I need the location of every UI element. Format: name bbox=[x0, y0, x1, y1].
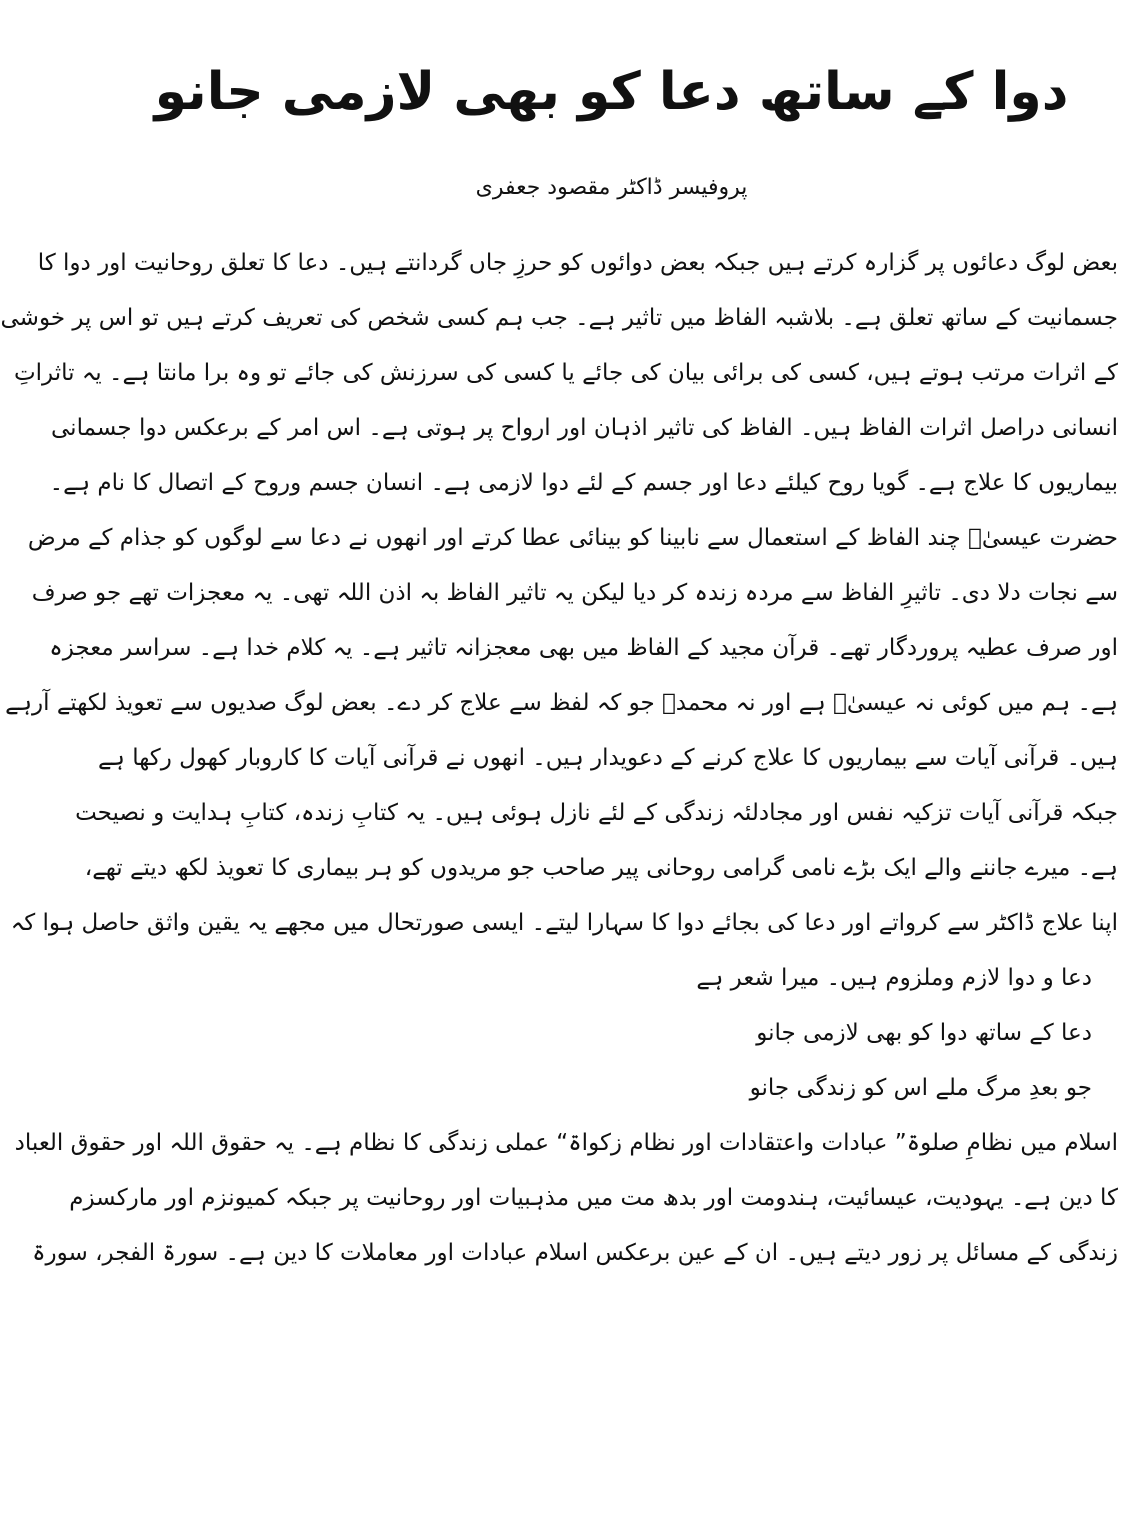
body-line: جسمانیت کے ساتھ تعلق ہے۔ بلاشبہ الفاظ میں تاثیر ہے۔ جب ہم کسی شخص کی تعریف کرتے ہیں تو اس پر خوشی bbox=[0, 305, 1118, 331]
verse-line: دعا کے ساتھ دوا کو بھی لازمی جانو bbox=[756, 1020, 1092, 1046]
body-line: بیماریوں کا علاج ہے۔ گویا روح کیلئے دعا اور جسم کے لئے دوا لازمی ہے۔ انسان جسم وروح کے اتصال کا نام ہے۔ bbox=[49, 470, 1118, 496]
verse-line: جو بعدِ مرگ ملے اس کو زندگی جانو bbox=[749, 1075, 1092, 1101]
body-line: کا دین ہے۔ یہودیت، عیسائیت، ہندومت اور بدھ مت میں مذہبیات اور روحانیت پر جبکہ کمیونزم اور مارکسزم bbox=[69, 1185, 1118, 1211]
body-line: ہے۔ میرے جاننے والے ایک بڑے نامی گرامی روحانی پیر صاحب جو مریدوں کو ہر بیماری کا تعویذ لکھ دیتے تھے، bbox=[84, 855, 1118, 881]
body-line: ہیں۔ قرآنی آیات سے بیماریوں کا علاج کرنے کے دعویدار ہیں۔ انھوں نے قرآنی آیات کا کاروبار کھول رکھا ہے bbox=[97, 745, 1118, 771]
body-line: اور صرف عطیہ پروردگار تھے۔ قرآن مجید کے الفاظ میں بھی معجزانہ تاثیر ہے۔ یہ کلام خدا ہے۔ سراسر معجزہ bbox=[49, 635, 1118, 661]
body-line: زندگی کے مسائل پر زور دیتے ہیں۔ ان کے عین برعکس اسلام عبادات اور معاملات کا دین ہے۔ سورۃ الفجر، سورۃ bbox=[32, 1240, 1118, 1266]
body-line: جبکہ قرآنی آیات تزکیہ نفس اور مجادلئہ زندگی کے لئے نازل ہوئی ہیں۔ یہ کتابِ زندہ، کتابِ ہدایت و نصیحت bbox=[75, 800, 1118, 826]
body-line: سے نجات دلا دی۔ تاثیرِ الفاظ سے مردہ زندہ کر دیا لیکن یہ تاثیر الفاظ بہ اذن اللہ تھی۔ یہ معجزات تھے جو صرف bbox=[31, 580, 1118, 606]
author-byline: پروفیسر ڈاکٹر مقصود جعفری bbox=[475, 175, 748, 200]
body-line: بعض لوگ دعائوں پر گزارہ کرتے ہیں جبکہ بعض دوائوں کو حرزِ جاں گردانتے ہیں۔ دعا کا تعلق روحانیت اور دوا کا bbox=[37, 250, 1118, 276]
article-title: دوا کے ساتھ دعا کو بھی لازمی جانو bbox=[154, 62, 1069, 122]
body-line: اسلام میں نظامِ صلوۃ” عبادات واعتقادات اور نظام زکواۃ“ عملی زندگی کا نظام ہے۔ یہ حقوق اللہ اور حقوق العباد bbox=[14, 1130, 1118, 1156]
body-line: انسانی دراصل اثرات الفاظ ہیں۔ الفاظ کی تاثیر اذہان اور ارواح پر ہوتی ہے۔ اس امر کے برعکس دوا جسمانی bbox=[51, 415, 1118, 441]
body-line: ہے۔ ہم میں کوئی نہ عیسیٰؑ ہے اور نہ محمدؐ جو کہ لفظ سے علاج کر دے۔ بعض لوگ صدیوں سے تعویذ لکھتے آرہے bbox=[5, 690, 1118, 716]
body-line: حضرت عیسیٰؑ چند الفاظ کے استعمال سے نابینا کو بینائی عطا کرتے اور انھوں نے دعا سے لوگوں کو جذام کے مرض bbox=[27, 525, 1118, 551]
verse-intro-line: دعا و دوا لازم وملزوم ہیں۔ میرا شعر ہے bbox=[696, 965, 1092, 991]
body-line: کے اثرات مرتب ہوتے ہیں، کسی کی برائی بیان کی جائے یا کسی کی سرزنش کی جائے تو وہ برا مانتا ہے۔ یہ تاثراتِ bbox=[13, 360, 1118, 386]
body-line: اپنا علاج ڈاکٹر سے کرواتے اور دعا کی بجائے دوا کا سہارا لیتے۔ ایسی صورتحال میں مجھے یہ یقین واثق حاصل ہوا کہ bbox=[10, 910, 1118, 936]
